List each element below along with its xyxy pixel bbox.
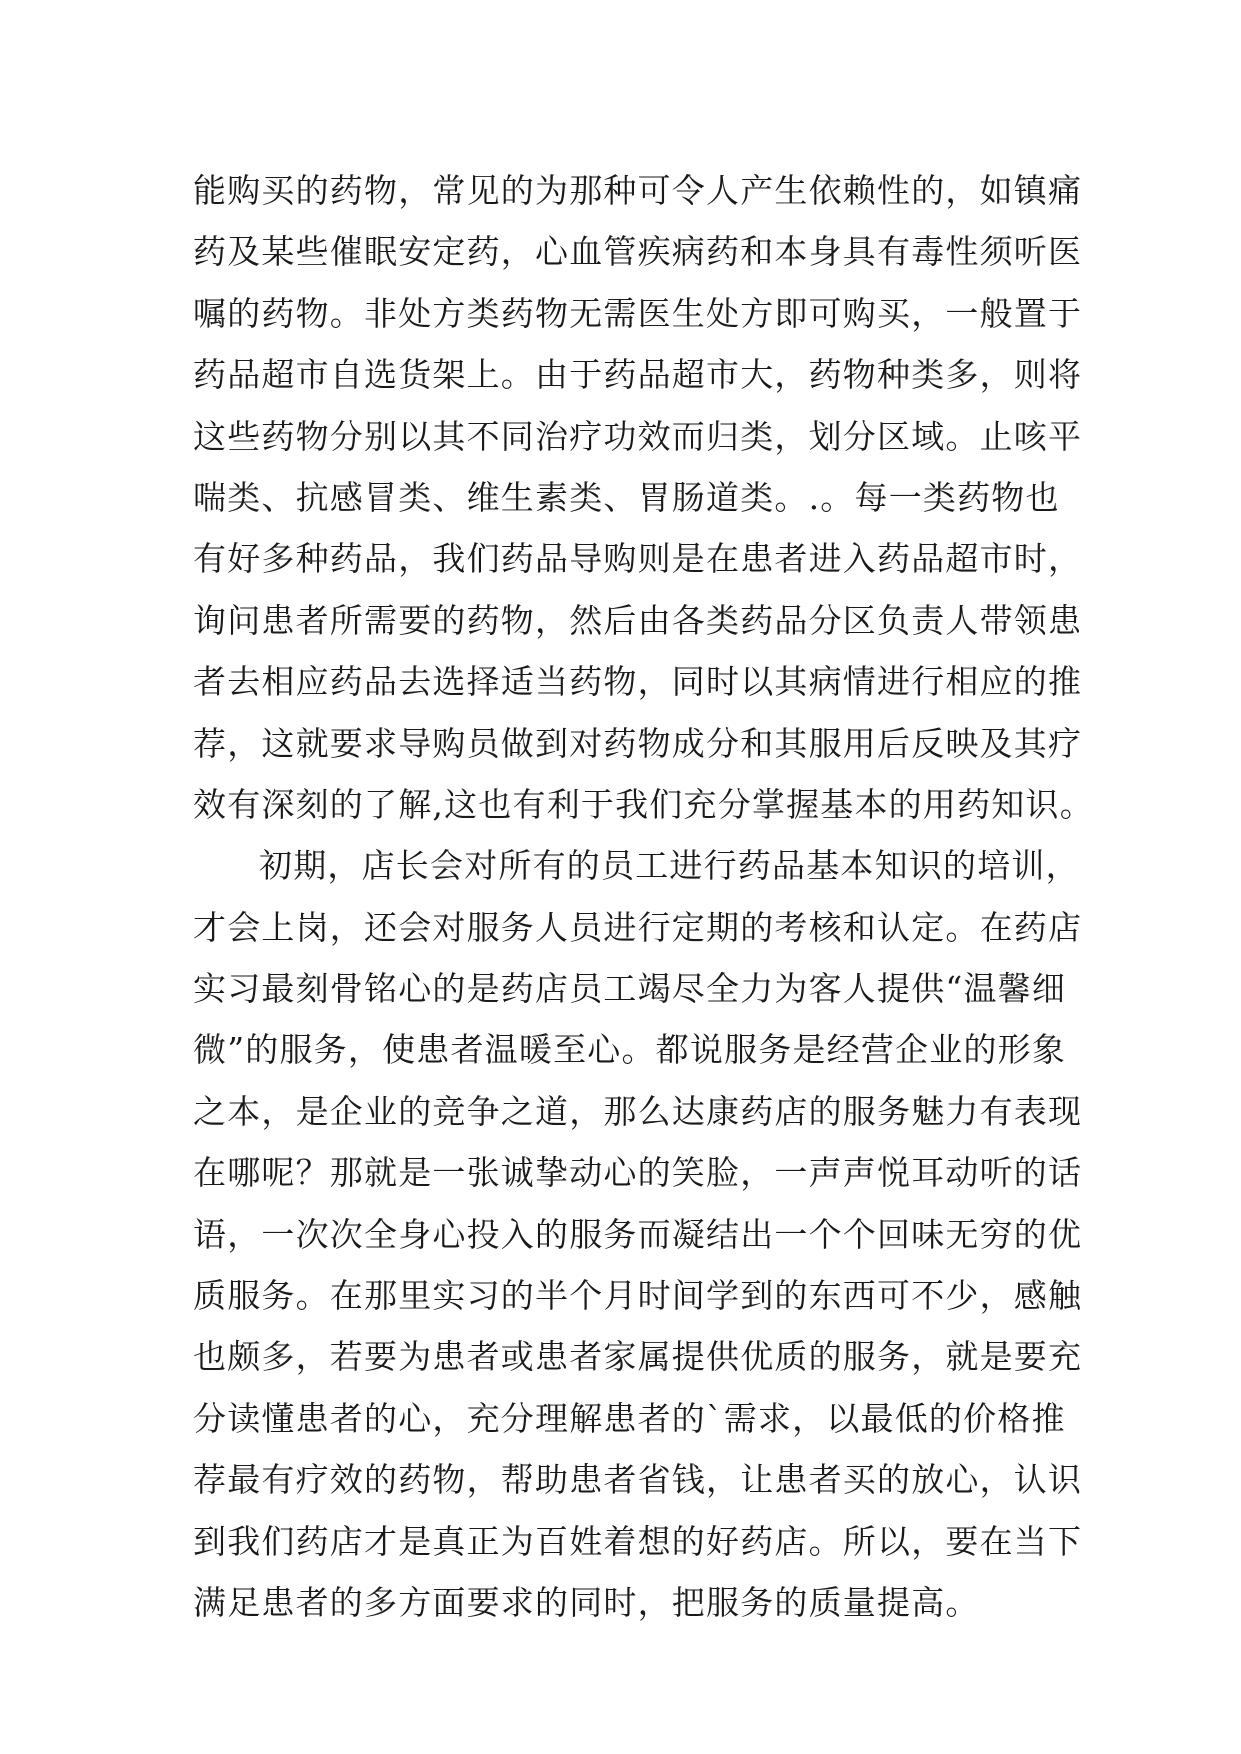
text-line: 喘类、抗感冒类、维生素类、胃肠道类。.。每一类药物也 [193,477,1060,517]
text-line: 荐最有疗效的药物，帮助患者省钱，让患者买的放心，认识 [193,1460,1083,1500]
text-line: 效有深刻的了解,这也有利于我们充分掌握基本的用药知识。 [193,784,1094,824]
text-line: 这些药物分别以其不同治疗功效而归类，划分区域。止咳平 [193,416,1083,456]
text-line: 药品超市自选货架上。由于药品超市大，药物种类多，则将 [193,355,1083,395]
text-line: 质服务。在那里实习的半个月时间学到的东西可不少，感触 [193,1276,1083,1316]
text-line: 也颇多，若要为患者或患者家属提供优质的服务，就是要充 [193,1337,1083,1377]
text-line: 满足患者的多方面要求的同时，把服务的质量提高。 [193,1582,980,1622]
text-line: 能购买的药物，常见的为那种可令人产生依赖性的，如镇痛 [193,171,1083,210]
text-line: 荐，这就要求导购员做到对药物成分和其服用后反映及其疗 [193,723,1083,763]
text-line: 者去相应药品去选择适当药物，同时以其病情进行相应的推 [193,662,1083,702]
text-line: 分读懂患者的心，充分理解患者的`需求，以最低的价格推 [193,1398,1066,1438]
text-line: 有好多种药品，我们药品导购则是在患者进入药品超市时， [193,539,1083,579]
text-line: 嘱的药物。非处方类药物无需医生处方即可购买，一般置于 [193,293,1083,333]
body-text [193,160,1094,1633]
text-line: 药及某些催眠安定药，心血管疾病药和本身具有毒性须听医 [193,232,1083,272]
text-line: 语，一次次全身心投入的服务而凝结出一个个回味无穷的优 [193,1214,1083,1254]
text-line: 到我们药店才是真正为百姓着想的好药店。所以，要在当下 [193,1521,1083,1561]
text-line: 微”的服务，使患者温暖至心。都说服务是经营企业的形象 [193,1030,1067,1070]
text-line: 实习最刻骨铭心的是药店员工竭尽全力为客人提供“温馨细 [193,969,1067,1009]
text-line: 才会上岗，还会对服务人员进行定期的考核和认定。在药店 [193,907,1083,947]
text-line: 之本，是企业的竞争之道，那么达康药店的服务魅力有表现 [193,1091,1083,1131]
paragraph-first-line: 初期，店长会对所有的员工进行药品基本知识的培训， [259,846,1080,886]
text-line: 询问患者所需要的药物，然后由各类药品分区负责人带领患 [193,600,1083,640]
text-line: 在哪呢？那就是一张诚挚动心的笑脸，一声声悦耳动听的话 [193,1153,1083,1193]
